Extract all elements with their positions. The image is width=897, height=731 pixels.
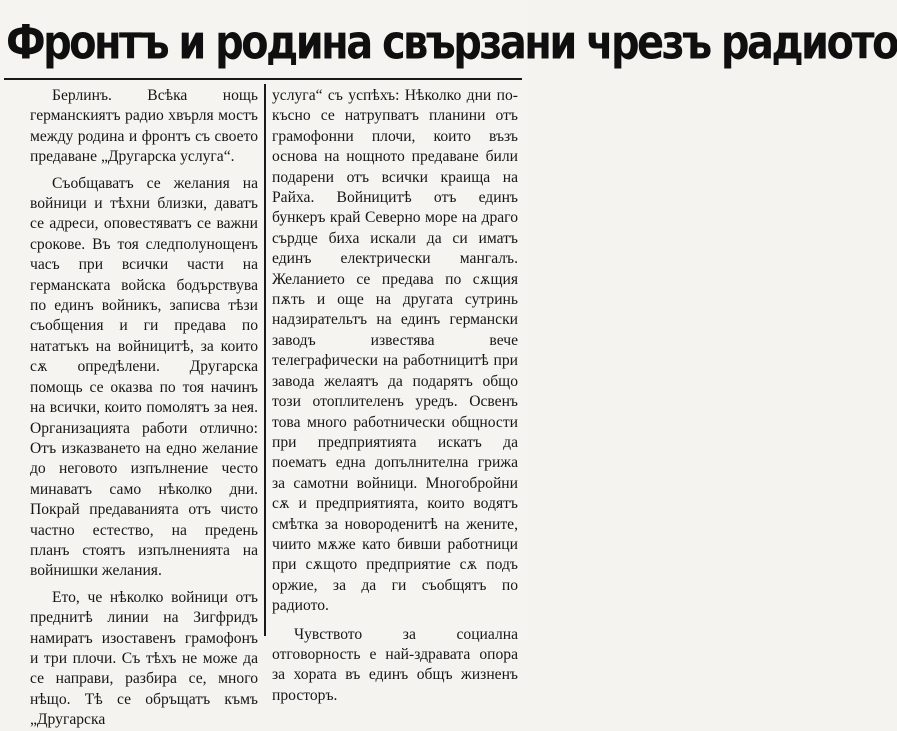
- paragraph: Чувството за социална отговорность е най-здравата опора за хората въ единъ общъ жизненъ просторъ.: [272, 625, 518, 704]
- headline-rule: [4, 78, 522, 80]
- headline: Фронтъ и родина свързани чрезъ радиото: [6, 15, 897, 71]
- paragraph: Ето, че нѣколко войници отъ преднитѣ линии на Зигфридъ намиратъ изоставенъ грамофонъ и три плочи. Съ тѣхъ не може да се направи, разбира се, много нѣщо. Тѣ се обръщатъ къмъ „Другарска: [30, 588, 258, 729]
- paragraph: Съобщаватъ се желания на войници и тѣхни близки, даватъ се адреси, оповестяватъ се важни срокове. Въ тоя следполунощенъ часъ при всички части на германската войска бодърствува по единъ войникъ, записва тѣзи съобщения и ги предава по нататъкъ на войницитѣ, за които сѫ опредѣлени. Другарска помощь се оказва по тоя начинъ на всички, които помолятъ за нея. Организацията работи отлично: Отъ изказването на едно желание до неговото изпълнение често минаватъ само нѣколко дни. Покрай предаванията отъ чисто частно естество, на предень планъ стоятъ изпълненията на войнишки желания.: [30, 174, 258, 580]
- article-column-right: [272, 86, 518, 706]
- column-divider: [264, 84, 266, 636]
- article-column-left: [30, 86, 258, 731]
- paragraph: услуга“ съ успѣхъ: Нѣколко дни по-късно се натрупватъ планини отъ грамофонни плочи, които възъ основа на нощното предаване били подарени отъ всички краища на Райха. Войницитѣ отъ единъ бункеръ край Северно море на драго сърдце биха искали да си иматъ единъ електрически мангалъ. Желанието се предава по сѫщия пѫть и още на другата сутринь надзирательтъ на единъ германски заводъ известява вече телеграфически на работницитѣ при завода желаятъ да подарятъ общо този отоплителенъ уредъ. Освенъ това много работнически общности при предприятията искатъ да поематъ една допълнителна грижа за самотни войници. Многобройни сѫ и предприятията, които водятъ смѣтка за новороденитѣ на жените, чиито мѫже като бивши работници при сѫщото предприятие сѫ подъ оржие, за да ги съобщятъ по радиото.: [272, 87, 518, 615]
- paragraph: Берлинъ. Всѣка нощь германскиятъ радио хвърля мостъ между родина и фронтъ съ своето предаване „Другарска услуга“.: [30, 87, 258, 166]
